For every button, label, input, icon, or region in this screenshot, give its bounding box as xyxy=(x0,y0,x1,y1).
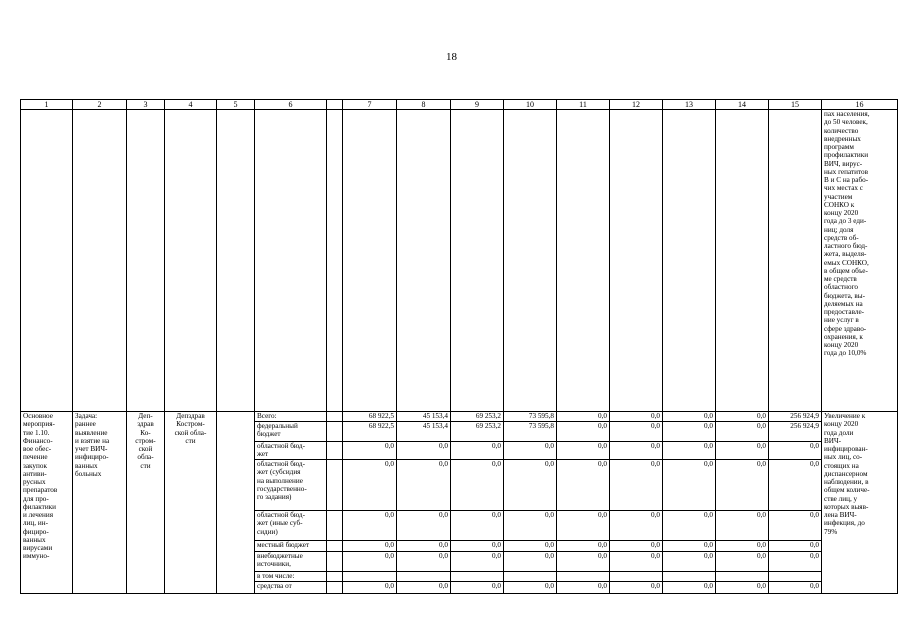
header-cell-3: 3 xyxy=(127,100,165,110)
funding-value: 68 922,5 xyxy=(343,412,397,422)
spacer-cell xyxy=(327,422,343,442)
funding-value: 0,0 xyxy=(557,582,610,594)
spacer-cell xyxy=(327,460,343,511)
funding-value: 68 922,5 xyxy=(343,422,397,442)
header-cell-15: 15 xyxy=(769,100,822,110)
funding-value: 0,0 xyxy=(663,460,716,511)
funding-value: 0,0 xyxy=(716,412,769,422)
header-cell-1: 1 xyxy=(21,100,73,110)
continuation-empty-cell xyxy=(21,110,73,412)
funding-value: 0,0 xyxy=(769,511,822,541)
funding-value: 0,0 xyxy=(557,552,610,572)
header-cell-16: 16 xyxy=(822,100,898,110)
spacer-cell xyxy=(327,412,343,422)
funding-value: 0,0 xyxy=(397,511,451,541)
funding-value xyxy=(769,572,822,582)
funding-value: 0,0 xyxy=(451,541,504,552)
funding-value: 0,0 xyxy=(610,422,663,442)
funding-value: 0,0 xyxy=(451,552,504,572)
funding-value: 45 153,4 xyxy=(397,412,451,422)
continuation-empty-cell xyxy=(343,110,397,412)
funding-value xyxy=(397,572,451,582)
measure-name: Основное мероприя- тие 1.10. Финансо- вое обес- печение закупок антиви- русных препаратов для про- филактики и лечения лиц, ин- фициро- ванных вирусами иммуно- xyxy=(21,412,73,594)
funding-value: 0,0 xyxy=(397,582,451,594)
funding-value: 0,0 xyxy=(343,541,397,552)
funding-value: 0,0 xyxy=(397,541,451,552)
funding-source: внебюджетные источники, xyxy=(255,552,327,572)
funding-value: 0,0 xyxy=(451,582,504,594)
funding-value xyxy=(504,572,557,582)
header-cell-8: 8 xyxy=(397,100,451,110)
funding-source: областной бюд- жет xyxy=(255,442,327,460)
funding-source: федеральный бюджет xyxy=(255,422,327,442)
funding-value: 0,0 xyxy=(610,541,663,552)
funding-value: 0,0 xyxy=(504,511,557,541)
funding-value: 0,0 xyxy=(716,582,769,594)
continuation-empty-cell xyxy=(769,110,822,412)
funding-value: 0,0 xyxy=(610,552,663,572)
header-cell-4: 4 xyxy=(165,100,217,110)
continuation-empty-cell xyxy=(557,110,610,412)
header-cell-2: 2 xyxy=(73,100,127,110)
funding-value: 45 153,4 xyxy=(397,422,451,442)
funding-value: 256 924,9 xyxy=(769,412,822,422)
continuation-empty-cell xyxy=(451,110,504,412)
continuation-empty-cell xyxy=(663,110,716,412)
funding-value: 0,0 xyxy=(557,541,610,552)
funding-source: в том числе: xyxy=(255,572,327,582)
header-cell-10: 10 xyxy=(504,100,557,110)
spacer-cell xyxy=(327,572,343,582)
header-cell-13: 13 xyxy=(663,100,716,110)
spacer-cell xyxy=(327,582,343,594)
funding-value: 0,0 xyxy=(769,442,822,460)
continuation-empty-cell xyxy=(217,110,255,412)
funding-value: 0,0 xyxy=(610,442,663,460)
funding-source: областной бюд- жет (субсидия на выполнение государственно- го задания) xyxy=(255,460,327,511)
spacer-cell xyxy=(327,552,343,572)
header-cell-5: 5 xyxy=(217,100,255,110)
funding-value: 0,0 xyxy=(663,541,716,552)
spacer-cell xyxy=(327,541,343,552)
continuation-empty-cell xyxy=(397,110,451,412)
funding-source: местный бюджет xyxy=(255,541,327,552)
funding-value: 0,0 xyxy=(504,460,557,511)
continuation-empty-cell xyxy=(504,110,557,412)
continuation-empty-cell xyxy=(165,110,217,412)
funding-value: 0,0 xyxy=(610,412,663,422)
funding-value: 0,0 xyxy=(716,541,769,552)
funding-value: 0,0 xyxy=(343,442,397,460)
continuation-empty-cell xyxy=(327,110,343,412)
funding-value xyxy=(451,572,504,582)
funding-row xyxy=(21,412,898,422)
funding-value: 0,0 xyxy=(663,412,716,422)
funding-value: 0,0 xyxy=(451,460,504,511)
header-cell-6: 6 xyxy=(255,100,327,110)
funding-value xyxy=(610,572,663,582)
spacer-cell xyxy=(327,511,343,541)
funding-value: 0,0 xyxy=(769,541,822,552)
continuation-empty-cell xyxy=(127,110,165,412)
measure-executor: Деп- здрав Ко- стром- ской обла- сти xyxy=(127,412,165,594)
funding-value: 0,0 xyxy=(610,511,663,541)
funding-value: 0,0 xyxy=(504,541,557,552)
funding-value: 0,0 xyxy=(504,442,557,460)
funding-value: 73 595,8 xyxy=(504,412,557,422)
funding-value: 0,0 xyxy=(716,552,769,572)
funding-value xyxy=(343,572,397,582)
financing-table xyxy=(20,99,898,594)
measure-task: Задача: раннее выявление и взятие на учет ВИЧ- инфициро- ванных больных xyxy=(73,412,127,594)
funding-value: 0,0 xyxy=(716,460,769,511)
header-cell-11: 11 xyxy=(557,100,610,110)
funding-value: 0,0 xyxy=(504,552,557,572)
funding-value: 0,0 xyxy=(610,460,663,511)
continuation-row xyxy=(21,110,898,412)
funding-value: 256 924,9 xyxy=(769,422,822,442)
funding-source: Всего: xyxy=(255,412,327,422)
funding-value: 0,0 xyxy=(343,582,397,594)
funding-value: 0,0 xyxy=(716,442,769,460)
funding-value: 0,0 xyxy=(397,460,451,511)
header-cell-9: 9 xyxy=(451,100,504,110)
funding-value: 0,0 xyxy=(343,552,397,572)
funding-value: 0,0 xyxy=(397,442,451,460)
header-row xyxy=(21,100,898,110)
header-cell-12: 12 xyxy=(610,100,663,110)
funding-value: 0,0 xyxy=(504,582,557,594)
continuation-empty-cell xyxy=(716,110,769,412)
funding-value xyxy=(557,572,610,582)
funding-value: 0,0 xyxy=(769,552,822,572)
funding-value: 0,0 xyxy=(663,422,716,442)
continuation-empty-cell xyxy=(610,110,663,412)
funding-value: 0,0 xyxy=(343,511,397,541)
continuation-empty-cell xyxy=(255,110,327,412)
funding-value xyxy=(716,572,769,582)
funding-value: 73 595,8 xyxy=(504,422,557,442)
page-number: 18 xyxy=(446,51,457,63)
funding-value: 0,0 xyxy=(663,552,716,572)
measure-target-indicator: Увеличение к концу 2020 года доли ВИЧ- инфицирован- ных лиц, со- стоящих на диспансерном наблюдении, в общем количе- стве лиц, у которых выяв- лена ВИЧ- инфекция, до 79% xyxy=(822,412,898,594)
funding-source: областной бюд- жет (иные суб- сидии) xyxy=(255,511,327,541)
funding-value: 0,0 xyxy=(663,442,716,460)
header-cell-blank xyxy=(327,100,343,110)
funding-value: 0,0 xyxy=(451,442,504,460)
measure-col5 xyxy=(217,412,255,594)
funding-value: 0,0 xyxy=(557,422,610,442)
funding-value: 0,0 xyxy=(610,582,663,594)
funding-value: 69 253,2 xyxy=(451,422,504,442)
funding-value: 0,0 xyxy=(769,460,822,511)
funding-value: 0,0 xyxy=(769,582,822,594)
funding-value: 0,0 xyxy=(663,511,716,541)
funding-source: средства от xyxy=(255,582,327,594)
funding-value: 0,0 xyxy=(557,460,610,511)
spacer-cell xyxy=(327,442,343,460)
funding-value: 69 253,2 xyxy=(451,412,504,422)
continuation-empty-cell xyxy=(73,110,127,412)
funding-value: 0,0 xyxy=(716,511,769,541)
funding-value: 0,0 xyxy=(557,511,610,541)
funding-value: 0,0 xyxy=(451,511,504,541)
funding-value: 0,0 xyxy=(557,442,610,460)
funding-value: 0,0 xyxy=(716,422,769,442)
funding-value: 0,0 xyxy=(343,460,397,511)
header-cell-7: 7 xyxy=(343,100,397,110)
funding-value: 0,0 xyxy=(557,412,610,422)
funding-value xyxy=(663,572,716,582)
measure-coexecutor: Депздрав Костром- ской обла- сти xyxy=(165,412,217,594)
funding-value: 0,0 xyxy=(397,552,451,572)
header-cell-14: 14 xyxy=(716,100,769,110)
funding-value: 0,0 xyxy=(663,582,716,594)
col16-continuation-text: пах населения, до 50 человек, количество внедренных программ профилактики ВИЧ, вирус- ных гепатитов В и С на рабо- чих местах с участием СОНКО к концу 2020 года до 3 еди- ниц; доля средств об- ластного бюд- жета, выделя- емых СОНКО, в общем объе- ме средств областного бюджета, вы- деляемых на предоставле- ние услуг в сфере здраво- охранения, к концу 2020 года до 10,0% xyxy=(822,110,898,412)
